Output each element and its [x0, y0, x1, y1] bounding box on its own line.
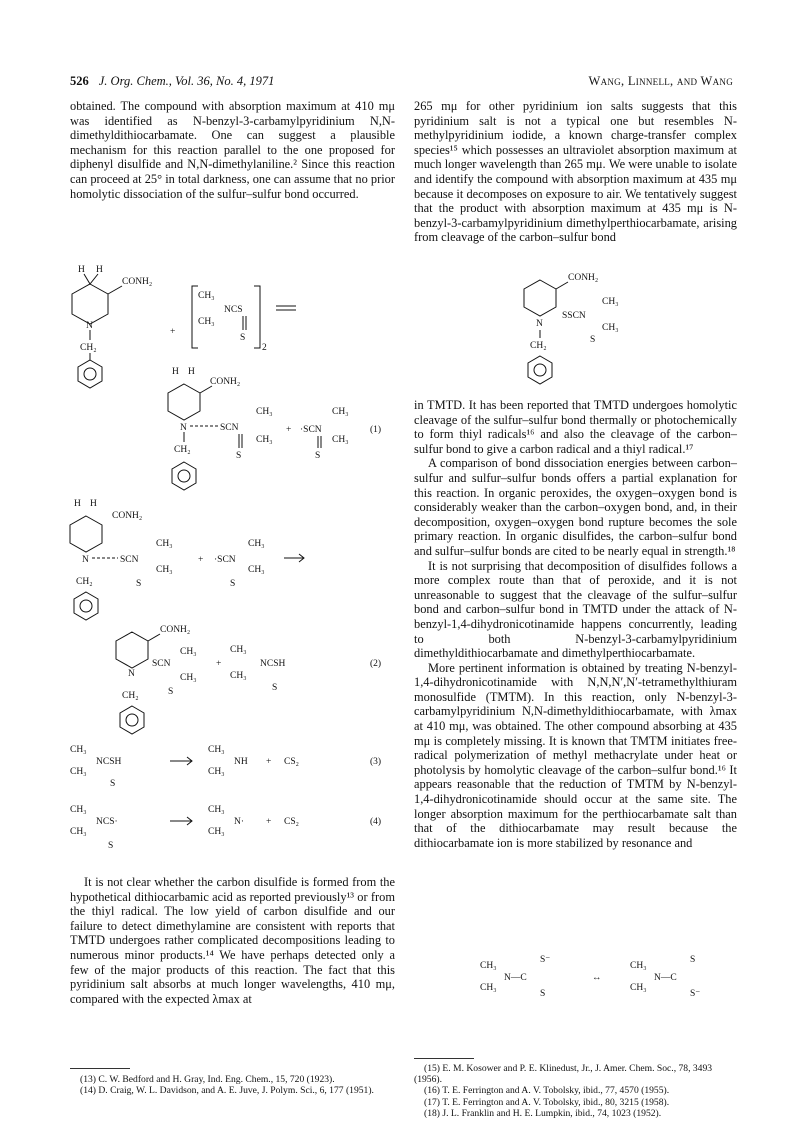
svg-text:CH₂: CH₂: [80, 343, 97, 353]
page-number: 526: [70, 74, 89, 88]
footnote-17: (17) T. E. Ferrington and A. V. Tobolsky, ibid., 80, 3215 (1958).: [424, 1096, 670, 1108]
svg-text:S: S: [240, 333, 246, 343]
intermediate-complex-2: [70, 499, 173, 620]
svg-text:NCS·: NCS·: [96, 817, 118, 827]
tmtd-structure: [192, 286, 267, 353]
paragraph: It is not surprising that decomposition of disulfides follows a more complex route than that of peroxide, and it is not unreasonable to suggest that the cleavage of the sulfur–sulfur bond and carbon–sulfur bond in TMTD under the attack of N-benzyl-1,4-dihydronicotinamide happens concurrently, leading to both N-benzyl-3-carbamylpyridinium dimethyldithiocarbamate and dimethylperthiocarbamate.: [414, 558, 737, 661]
svg-text:N: N: [128, 669, 135, 679]
svg-text:CONH₂: CONH₂: [122, 277, 153, 287]
svg-text:+: +: [266, 757, 272, 767]
svg-text:+: +: [198, 555, 204, 565]
running-header-left: [70, 74, 274, 89]
svg-text:CH₃: CH₃: [180, 647, 197, 657]
thiyl-radical-2: [214, 539, 265, 589]
svg-text:CH₃: CH₃: [70, 745, 87, 755]
dihydronicotinamide-structure: [72, 265, 152, 388]
svg-text:↔: ↔: [592, 973, 602, 983]
svg-text:S: S: [110, 779, 116, 789]
svg-text:NCS: NCS: [224, 305, 243, 315]
svg-text:S: S: [540, 989, 546, 999]
dithiocarbamic-acid: [230, 645, 285, 693]
svg-text:S: S: [690, 955, 696, 965]
svg-text:2: 2: [262, 343, 267, 353]
svg-text:CS₂: CS₂: [284, 757, 299, 767]
svg-text:S⁻: S⁻: [690, 989, 701, 999]
svg-text:N·: N·: [234, 817, 245, 827]
svg-text:N: N: [82, 555, 89, 565]
svg-text:CH₃: CH₃: [208, 827, 225, 837]
svg-text:CH₃: CH₃: [256, 435, 273, 445]
svg-text:CH₃: CH₃: [602, 297, 619, 307]
svg-text:CH₃: CH₃: [198, 317, 215, 327]
perthiocarbamate-structure: [510, 270, 670, 390]
svg-text:CH₃: CH₃: [630, 961, 647, 971]
right-column-bottom-text: [414, 398, 737, 850]
svg-text:N: N: [536, 319, 543, 329]
svg-text:SCN: SCN: [120, 555, 139, 565]
svg-text:CH₃: CH₃: [198, 291, 215, 301]
svg-text:SCN: SCN: [152, 659, 171, 669]
svg-text:CH₂: CH₂: [76, 577, 93, 587]
svg-text:CH₃: CH₃: [480, 983, 497, 993]
intermediate-complex: [168, 367, 273, 490]
svg-text:NH: NH: [234, 757, 248, 767]
svg-text:H: H: [74, 499, 81, 509]
svg-text:N: N: [86, 321, 93, 331]
resonance-structures: [480, 950, 740, 1010]
svg-text:CH₃: CH₃: [480, 961, 497, 971]
svg-text:+: +: [216, 659, 222, 669]
svg-text:CH₂: CH₂: [174, 445, 191, 455]
equation-label-1: (1): [370, 425, 382, 435]
svg-text:CH₃: CH₃: [602, 323, 619, 333]
footnotes-left: [70, 1074, 395, 1096]
forward-arrow: [284, 554, 304, 562]
footnote-18: (18) J. L. Franklin and H. E. Lumpkin, ibid., 74, 1023 (1952).: [424, 1107, 662, 1119]
svg-text:CONH₂: CONH₂: [160, 625, 191, 635]
svg-text:N—C: N—C: [504, 973, 527, 983]
left-column-bottom-text: [70, 875, 395, 1006]
svg-text:CONH₂: CONH₂: [112, 511, 143, 521]
footnote-rule-right: [414, 1058, 474, 1059]
left-column-top-text: [70, 99, 395, 201]
svg-text:CH₃: CH₃: [332, 407, 349, 417]
paragraph: It is not clear whether the carbon disulfide is formed from the hypothetical dithiocarbamic acid as reported previously¹³ or from the thiyl radical. The low yield of carbon disulfide and our failure to detect dimethylamine are consistent with reports that TMTD undergoes rather complicated decompositions leading to numerous minor products.¹⁴ We have perhaps detected only a few of the major products of this reaction. The fact that this pyridinium salt absorbs at much longer wavelengths, 410 mμ, compared with the expected λmax at: [70, 875, 395, 1006]
svg-text:CH₃: CH₃: [332, 435, 349, 445]
svg-text:S: S: [230, 579, 236, 589]
svg-text:H: H: [96, 265, 103, 275]
svg-text:CH₃: CH₃: [208, 805, 225, 815]
svg-text:H: H: [172, 367, 179, 377]
paragraph: More pertinent information is obtained by treating N-benzyl-1,4-dihydronicotinamide with N,N,N′,N′-tetramethylthiuram monosulfide (TMTM). In this reaction, only N-benzyl-3-carbamylpyridinium N,N-dimethyldithiocarbamate, with λmax at 410 mμ, was obtained. The other compound absorbing at 435 mμ is completely missing. It is known that TMTM initiates free-radical polymerization of methyl methacrylate under heat or photolysis by homolytic cleavage of the carbon–sulfur bond.¹⁶ It appears reasonable that the reduction of TMTM by N-benzyl-1,4-dihydronicotinamide should occur at the same site. The longer absorption maximum for the perthiocarbamate salt than that of the dithiocarbamate may result because the dithiocarbamate ion is more stabilized by resonance and: [414, 660, 737, 850]
svg-text:CH₃: CH₃: [70, 767, 87, 777]
svg-text:NCSH: NCSH: [96, 757, 122, 767]
svg-text:SSCN: SSCN: [562, 311, 586, 321]
svg-text:S: S: [236, 451, 242, 461]
journal-citation: J. Org. Chem., Vol. 36, No. 4, 1971: [98, 74, 275, 88]
paragraph: 265 mμ for other pyridinium ion salts suggests that this pyridinium salt is not a typical one but resembles N-methylpyridinium iodide, a known charge-transfer complex species¹⁵ which possesses an ultraviolet absorption maximum at much longer wavelength than 265 mμ. We were unable to isolate and identify the compound with absorption maximum at 435 mμ because it decomposes on exposure to air. We tentatively suggest that the product with absorption maximum at 435 mμ is N-benzyl-3-carbamylpyridinium dimethylperthiocarbamate, arising from cleavage of the carbon–sulfur bond: [414, 99, 737, 245]
footnote-16: (16) T. E. Ferrington and A. V. Tobolsky, ibid., 77, 4570 (1955).: [424, 1085, 670, 1097]
svg-text:NCSH: NCSH: [260, 659, 286, 669]
svg-text:CH₃: CH₃: [70, 805, 87, 815]
svg-text:·SCN: ·SCN: [214, 555, 236, 565]
equilibrium-arrow: [276, 306, 296, 310]
svg-text:S: S: [136, 579, 142, 589]
footnote-14: (14) D. Craig, W. L. Davidson, and A. E. Juve, J. Polym. Sci., 6, 177 (1951).: [80, 1085, 374, 1097]
svg-text:S: S: [108, 841, 114, 851]
svg-text:CONH₂: CONH₂: [210, 377, 241, 387]
svg-text:N—C: N—C: [654, 973, 677, 983]
paragraph: obtained. The compound with absorption maximum at 410 mμ was identified as N-benzyl-3-carbamylpyridinium N,N-dimethyldithiocarbamate. One can suggest a plausible mechanism for this reaction parallel to the one proposed for diphenyl disulfide and N,N-dimethylaniline.² Since this reaction can proceed at 25° in total darkness, one can assume that no prior homolytic dissociation of the sulfur–sulfur bond occurred.: [70, 99, 395, 201]
running-header-authors: Wang, Linnell, and Wang: [588, 74, 733, 88]
equation-label-2: (2): [370, 659, 382, 669]
footnote-13: (13) C. W. Bedford and H. Gray, Ind. Eng. Chem., 15, 720 (1923).: [80, 1074, 335, 1085]
svg-text:S⁻: S⁻: [540, 955, 551, 965]
svg-text:CH₃: CH₃: [208, 745, 225, 755]
svg-text:S: S: [272, 683, 278, 693]
svg-text:(3): (3): [370, 757, 382, 767]
svg-text:+: +: [170, 327, 176, 337]
svg-text:S: S: [168, 687, 174, 697]
svg-text:CH₃: CH₃: [156, 539, 173, 549]
equation-3: [70, 745, 381, 789]
right-column-top-text: [414, 99, 737, 245]
svg-text:(4): (4): [370, 817, 382, 827]
svg-text:+: +: [286, 425, 292, 435]
paragraph: A comparison of bond dissociation energies between carbon–sulfur and sulfur–sulfur bonds offers a partial explanation for this reaction. In organic peroxides, the oxygen–oxygen bond is considerably weaker than the carbon–oxygen bond, and, in their decomposition, oxygen–oxygen bond rupture becomes the sole primary reaction. In organic disulfides, the carbon–sulfur bond and sulfur–sulfur bonds are cited to be nearly equal in strength.¹⁸: [414, 456, 737, 558]
svg-text:S: S: [590, 335, 596, 345]
reaction-scheme: [70, 262, 400, 862]
svg-text:CH₃: CH₃: [156, 565, 173, 575]
svg-text:N: N: [180, 423, 187, 433]
svg-text:H: H: [90, 499, 97, 509]
svg-text:H: H: [188, 367, 195, 377]
svg-text:CONH₂: CONH₂: [568, 273, 599, 283]
svg-text:H: H: [78, 265, 85, 275]
svg-text:CH₃: CH₃: [248, 565, 265, 575]
footnote-rule-left: [70, 1068, 130, 1069]
svg-text:CH₂: CH₂: [122, 691, 139, 701]
paragraph: in TMTD. It has been reported that TMTD undergoes homolytic cleavage of the sulfur–sulfur bond thermally or photochemically to form thiyl radicals¹⁶ and also the cleavage of the carbon–sulfur bond to give a carbon radical and a thiyl radical.¹⁷: [414, 398, 737, 456]
svg-text:CH₃: CH₃: [70, 827, 87, 837]
svg-text:CH₃: CH₃: [230, 671, 247, 681]
footnotes-right: [414, 1063, 737, 1119]
svg-text:CH₃: CH₃: [208, 767, 225, 777]
thiyl-radical: [300, 407, 349, 461]
equation-4: [70, 805, 381, 851]
svg-text:+: +: [266, 817, 272, 827]
svg-text:CH₃: CH₃: [248, 539, 265, 549]
svg-text:SCN: SCN: [220, 423, 239, 433]
svg-text:CH₃: CH₃: [180, 673, 197, 683]
svg-text:CH₃: CH₃: [230, 645, 247, 655]
svg-text:CH₂: CH₂: [530, 341, 547, 351]
svg-text:CH₃: CH₃: [630, 983, 647, 993]
footnote-15: (15) E. M. Kosower and P. E. Klinedust, Jr., J. Amer. Chem. Soc., 78, 3493 (1956).: [414, 1063, 713, 1086]
svg-text:S: S: [315, 451, 321, 461]
svg-text:CS₂: CS₂: [284, 817, 299, 827]
pyridinium-salt: [116, 625, 197, 734]
svg-text:·SCN: ·SCN: [300, 425, 322, 435]
svg-text:CH₃: CH₃: [256, 407, 273, 417]
